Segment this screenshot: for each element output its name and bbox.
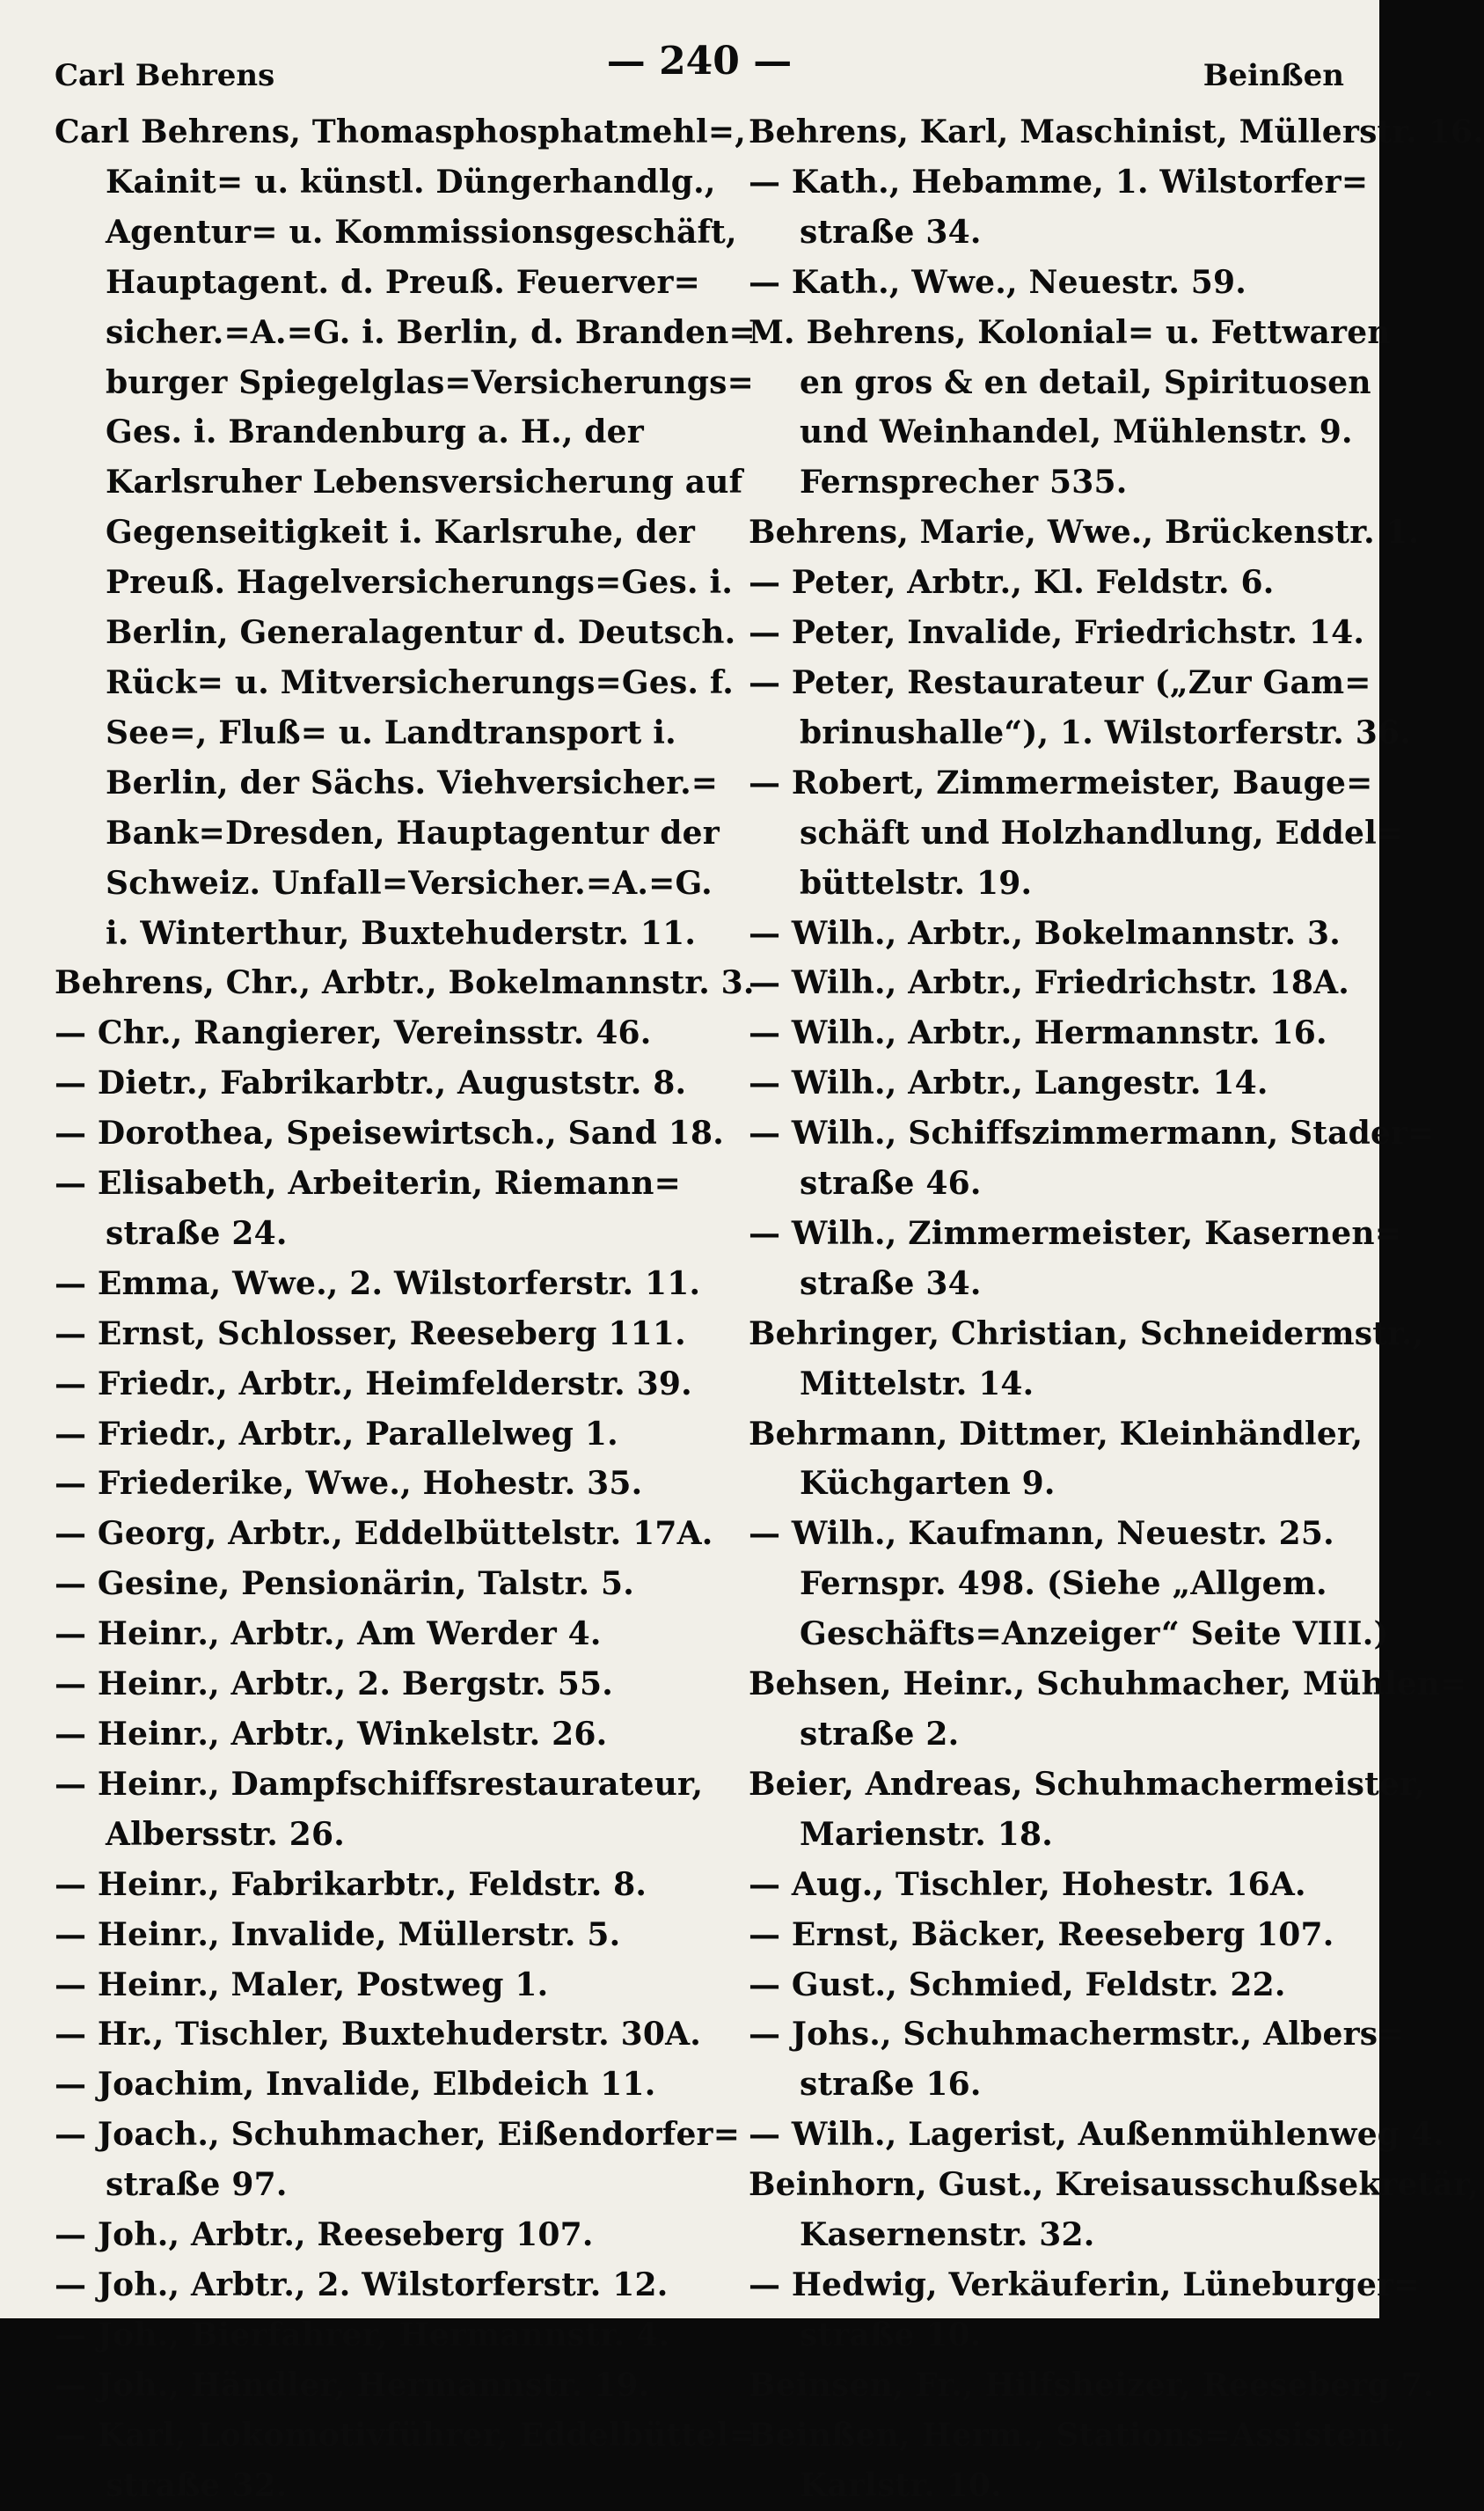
directory-entry [749,2260,1421,2361]
entry-line-continuation: Karlsruher Lebensversicherung auf [106,464,743,501]
entry-line-first: Behrens, Marie, Wwe., Brückenstr. 1. [749,514,1420,552]
directory-entry [55,958,755,1008]
running-head-left: Carl Behrens [55,58,275,93]
directory-entry [749,1509,1389,1659]
entry-line-first: — Emma, Wwe., 2. Wilstorferstr. 11. [55,1264,701,1302]
entry-line-first: — Wilh., Kaufmann, Neuestr. 25. [749,1515,1334,1553]
directory-entry [55,2060,724,2110]
entry-line-first: — Peter, Restaurateur („Zur Gam= [749,663,1371,701]
entry-line-continuation: straße 32. [106,2466,288,2504]
directory-entry [749,508,1420,558]
entry-line-continuation: Hauptagent. d. Preuß. Feuerver= [106,263,701,301]
entry-line-first: M. Behrens, Kolonial= u. Fettwaren [749,313,1391,351]
directory-entry [749,1008,1344,1058]
entry-line-continuation: straße 24. [106,1214,288,1252]
entry-line-continuation: straße 97. [106,2166,288,2204]
directory-entry [55,1309,724,1359]
entry-line-first: Behrens, Karl, Maschinist, Müllerstr. 16. [749,113,1484,150]
entry-line-continuation: sicher.=A.=G. i. Berlin, d. Branden= [106,313,756,351]
directory-entry [749,107,1484,157]
directory-entry [749,1058,1344,1109]
entry-line-first: Behrmann, Dittmer, Kleinhändler, [749,1415,1363,1453]
directory-entry [55,1359,724,1409]
directory-entry [749,2411,1407,2511]
entry-line-first: — Joh., Arbtr., 2. Wilstorferstr. 12. [55,2266,669,2303]
entry-line-continuation: Berlin, der Sächs. Viehversicher.= [106,764,719,802]
right-column [735,107,1484,2504]
directory-entry [55,2210,724,2260]
running-head-right: Beinßen [1203,58,1344,93]
entry-line-continuation: straße 46. [800,1165,982,1203]
directory-entry [55,2260,724,2310]
entry-line-first: Behringer, Christian, Schneidermstr., [749,1314,1424,1352]
directory-entry [749,958,1349,1008]
entry-line-continuation: Kasernenstr. 32. [800,2216,1095,2254]
entry-line-continuation: Gegenseitigkeit i. Karlsruhe, der [106,514,696,552]
entry-line-first: — Peter, Invalide, Friedrichstr. 14. [749,614,1365,652]
entry-line-first: — Hr., Tischler, Buxtehuderstr. 30A. [55,2016,702,2053]
directory-entry [55,1109,724,1159]
entry-line-continuation: büttelstr. 19. [800,864,1033,902]
directory-entry [749,258,1344,308]
directory-entry [55,2361,724,2411]
entry-line-first: — Heinr., Arbtr., Am Werder 4. [55,1615,602,1653]
entry-line-first: — Ernst, Schlosser, Reeseberg 111. [55,1314,686,1352]
directory-entry [749,308,1391,509]
entry-line-first: — Friedr., Arbtr., Parallelweg 1. [55,1415,618,1453]
directory-entry [55,1559,724,1609]
entry-line-first: — Wilh., Arbtr., Friedrichstr. 18A. [749,964,1349,1002]
entry-line-first: Carl Behrens, Thomasphosphatmehl=, [55,113,746,150]
entry-line-first: Behrens, Chr., Arbtr., Bokelmannstr. 3. [55,964,755,1002]
entry-line-continuation: Mittelstr. 14. [800,1365,1034,1402]
entry-line-continuation: Rück= u. Mitversicherungs=Ges. f. [106,663,735,701]
directory-entry [749,157,1369,258]
entry-line-first: — Wilh., Zimmermeister, Kasernen= [749,1214,1402,1252]
entry-line-first: — Robert, Zimmermeister, Bauge= [749,764,1373,802]
entry-line-continuation: straße 34. [800,1264,982,1302]
entry-line-first: — Joachim, Invalide, Elbdeich 11. [55,2066,656,2104]
entry-line-continuation: Geschäfts=Anzeiger“ Seite VIII.) [800,1615,1389,1653]
entry-line-continuation: Marienstr. 18. [800,1815,1053,1853]
entry-line-first: — Karl, Lokomotivführer, Eddelbüttel= [55,2416,756,2454]
directory-entry [55,2010,724,2060]
entry-line-first: Beinsen, Fr., Hilfsheizer, Reeseberg 7. [749,2366,1435,2404]
directory-entry [749,608,1365,658]
entry-line-continuation: Karlstr. 10. [800,2466,1002,2504]
entry-line-first: — Gust., Schmied, Feldstr. 22. [749,1966,1286,2003]
entry-line-first: — Dietr., Fabrikarbtr., Auguststr. 8. [55,1065,687,1102]
entry-line-first: — Johs., Schuhmachermstr., Albers= [749,2016,1405,2053]
entry-line-continuation: Ges. i. Brandenburg a. H., der [106,414,644,451]
directory-entry [55,2310,724,2361]
directory-entry [55,1058,724,1109]
entry-line-continuation: Schweiz. Unfall=Versicher.=A.=G. [106,864,713,902]
entry-line-continuation: brinushalle“), 1. Wilstorferstr. 36. [800,714,1411,751]
entry-line-first: — Heinr., Arbtr., 2. Bergstr. 55. [55,1665,613,1703]
page-header [55,30,1344,92]
left-column [55,107,756,2504]
entry-line-first: — Dorothea, Speisewirtsch., Sand 18. [55,1115,725,1153]
entry-line-first: — Wilh., Lagerist, Außenmühlenweg 4. [749,2116,1444,2154]
entry-line-first: — Friedr., Arbtr., Heimfelderstr. 39. [55,1365,692,1402]
entry-line-first: — Heinr., Arbtr., Winkelstr. 26. [55,1716,608,1753]
entry-line-continuation: Berlin, Generalagentur d. Deutsch. [106,614,736,652]
directory-entry [749,2160,1480,2260]
directory-entry [749,758,1404,909]
directory-entry [749,558,1344,608]
entry-line-first: — Kath., Wwe., Neuestr. 59. [749,263,1247,301]
entry-line-continuation: Fernsprecher 535. [800,464,1128,501]
directory-entry [55,1159,724,1259]
directory-entry [749,1409,1363,1510]
directory-columns [55,107,1484,2504]
directory-entry [55,2110,741,2210]
entry-line-first: — Wilh., Arbtr., Langestr. 14. [749,1065,1268,1102]
entry-line-first: Beinhorn, Gust., Kreisausschußsekretär, [749,2166,1480,2204]
entry-line-continuation: Fernspr. 498. (Siehe „Allgem. [800,1565,1327,1603]
entry-line-first: — Heinr., Invalide, Müllerstr. 5. [55,1915,621,1953]
directory-entry [55,1509,724,1559]
directory-entry [749,2010,1405,2110]
entry-line-continuation: Kainit= u. künstl. Düngerhandlg., [106,163,716,201]
directory-entry [749,1309,1424,1409]
entry-line-first: — Elisabeth, Arbeiterin, Riemann= [55,1165,681,1203]
entry-line-first: — Joh., Händler, Hermannstr. 19. [55,2366,650,2404]
directory-entry [749,658,1411,758]
directory-entry [749,1109,1435,1209]
entry-line-continuation: straße 2. [800,1716,960,1753]
entry-line-first: — Gesine, Pensionärin, Talstr. 5. [55,1565,634,1603]
entry-line-continuation: und Weinhandel, Mühlenstr. 9. [800,414,1353,451]
entry-line-first: — Heinr., Maler, Postweg 1. [55,1966,549,2003]
entry-line-continuation: See=, Fluß= u. Landtransport i. [106,714,676,751]
directory-entry [749,1960,1344,2010]
entry-line-first: — Georg, Arbtr., Eddelbüttelstr. 17A. [55,1515,713,1553]
entry-line-continuation: Albersstr. 26. [106,1815,345,1853]
directory-entry [55,1409,724,1460]
entry-line-first: — Heinr., Fabrikarbtr., Feldstr. 8. [55,1865,647,1903]
entry-line-continuation: burger Spiegelglas=Versicherungs= [106,363,754,401]
entry-line-first: — Ernst, Bäcker, Reeseberg 107. [749,1915,1334,1953]
entry-line-continuation: Bank=Dresden, Hauptagentur der [106,814,720,852]
entry-line-first: — Chr., Rangierer, Vereinsstr. 46. [55,1014,652,1052]
entry-line-continuation: Agentur= u. Kommissionsgeschäft, [106,213,737,251]
directory-entry [55,1910,724,1960]
directory-entry [749,909,1344,959]
entry-line-first: — Peter, Arbtr., Kl. Feldstr. 6. [749,564,1275,602]
entry-line-first: — Joh., Bierfahrer, Hermannstr. 4. [55,2316,670,2354]
directory-entry [55,1709,724,1760]
directory-entry [55,1659,724,1709]
entry-line-first: — Wilh., Arbtr., Hermannstr. 16. [749,1014,1327,1052]
directory-entry [749,1910,1344,1960]
entry-line-first: — Aug., Tischler, Hohestr. 16A. [749,1865,1306,1903]
entry-line-first: — Kath., Hebamme, 1. Wilstorfer= [749,163,1369,201]
entry-line-continuation: schäft und Holzhandlung, Eddel= [800,814,1404,852]
directory-entry [55,1860,724,1910]
directory-entry [55,1760,724,1860]
directory-entry [749,1860,1344,1910]
entry-line-first: Behsen, Heinr., Schuhmacher, Mühlen= [749,1665,1467,1703]
directory-entry [55,1960,724,2010]
entry-line-first: — Joh., Arbtr., Reeseberg 107. [55,2216,594,2254]
entry-line-continuation: straße 10. [800,2316,982,2354]
directory-entry [749,1209,1402,1309]
entry-line-continuation: Preuß. Hagelversicherungs=Ges. i. [106,564,734,602]
entry-line-first: Beier, Andreas, Schuhmachermeister, [749,1765,1426,1803]
entry-line-continuation: i. Winterthur, Buxtehuderstr. 11. [106,914,697,952]
directory-entry [749,1760,1426,1860]
entry-line-first: Beinßen, Herm., Stations=Assistent, [749,2416,1407,2454]
entry-line-first: — Heinr., Dampfschiffsrestaurateur, [55,1765,704,1803]
entry-line-first: — Friederike, Wwe., Hohestr. 35. [55,1465,643,1503]
entry-line-continuation: straße 16. [800,2066,982,2104]
entry-line-first: — Wilh., Schiffszimmermann, Stader= [749,1115,1435,1153]
directory-entry [55,1008,724,1058]
entry-line-first: — Wilh., Arbtr., Bokelmannstr. 3. [749,914,1341,952]
directory-entry [55,1609,724,1659]
entry-line-first: — Hedwig, Verkäuferin, Lüneburger= [749,2266,1421,2303]
directory-entry [55,107,756,958]
entry-line-continuation: straße 34. [800,213,982,251]
directory-entry [55,2411,756,2511]
directory-entry [55,1459,724,1509]
directory-entry [749,2110,1444,2160]
entry-line-continuation: en gros & en detail, Spirituosen [800,363,1371,401]
entry-line-first: — Joach., Schuhmacher, Eißendorfer= [55,2116,741,2154]
directory-entry [749,2361,1435,2411]
page-number: — 240 — [606,39,793,84]
entry-line-continuation: Küchgarten 9. [800,1465,1056,1503]
directory-entry [749,1659,1467,1760]
directory-entry [55,1259,724,1309]
